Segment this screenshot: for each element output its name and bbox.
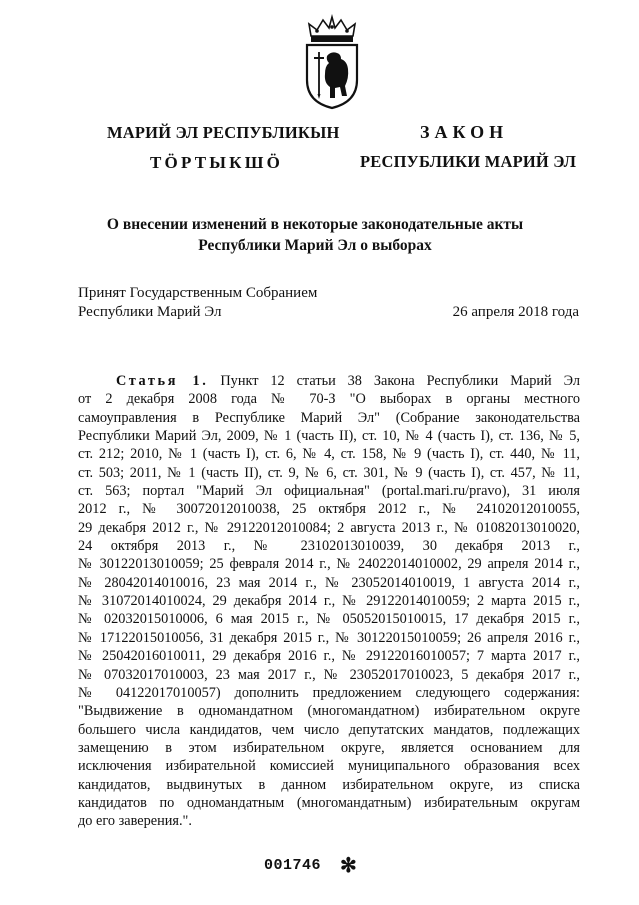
article-line: № 02032015010006, 6 мая 2015 г., № 05052015010015, 17 декабря 2015 г.,: [78, 611, 580, 628]
serial-number: 001746: [264, 857, 322, 874]
article-label: Статья 1.: [116, 373, 209, 389]
article-line: Статья 1. Пункт 12 статьи 38 Закона Республики Марий Эл: [116, 373, 580, 389]
header-left-line2: ТӦРТЫКШӦ: [150, 153, 284, 172]
article-line: 2012 г., № 30072012010038, 25 октября 2012 г., № 24102012010055,: [78, 501, 580, 518]
article-line: ст. 212; 2010, № 1 (часть I), ст. 6, № 4, ст. 158, № 9 (часть I), ст. 440, № 11,: [78, 446, 580, 463]
header-right-line1: ЗАКОН: [420, 122, 509, 142]
article-line: "Выдвижение в одномандатном (многомандатном) избирательном округе: [78, 703, 580, 720]
article-line: № 07032017010003, 23 мая 2017 г., № 23052017010023, 5 декабря 2017 г.,: [78, 666, 580, 683]
article-line: кандидатов, выдвинутых в данном избирательном округе, из списка: [78, 776, 580, 793]
article-line: № 30122013010059; 25 февраля 2014 г., № 24022014010002, 29 апреля 2014 г.,: [78, 556, 580, 573]
asterisk-mark-icon: ✻: [340, 855, 357, 877]
article-line: № 31072014010024, 29 декабря 2014 г., № 29122014010059; 2 марта 2015 г.,: [78, 593, 580, 610]
article-line: № 04122017010057) дополнить предложением следующего содержания:: [78, 684, 580, 701]
article-line: замещению в этом избирательном округе, является основанием для: [78, 739, 580, 756]
article-line: большего числа кандидатов, чем число депутатских мандатов, подлежащих: [78, 721, 580, 738]
article-line: № 17122015010056, 31 декабря 2015 г., № 30122015010059; 26 апреля 2016 г.,: [78, 629, 580, 646]
adoption-note: [78, 284, 317, 322]
article-line: 24 октября 2013 г., № 23102013010039, 30 декабря 2013 г.,: [78, 538, 580, 555]
article-line: ст. 563; портал "Марий Эл официальная" (portal.mari.ru/pravo), 31 июля: [78, 483, 580, 500]
header-right-line2: РЕСПУБЛИКИ МАРИЙ ЭЛ: [360, 152, 577, 171]
article-line: Республики Марий Эл, 2009, № 1 (часть II), ст. 10, № 4 (часть I), ст. 136, № 5,: [78, 428, 580, 445]
article-line: № 25042016010011, 29 декабря 2016 г., № 29122016010057; 7 марта 2017 г.,: [78, 648, 580, 665]
article-line: до его заверения.".: [78, 813, 192, 830]
document-title: [90, 214, 540, 256]
article-line: ст. 503; 2011, № 1 (часть II), ст. 9, № 6, ст. 301, № 9 (часть I), ст. 457, № 11,: [78, 464, 580, 481]
article-line: 29 декабря 2012 г., № 29122012010084; 2 августа 2013 г., № 01082013010020,: [78, 519, 580, 536]
adoption-line2: Республики Марий Эл: [78, 304, 222, 320]
article-line: кандидатов по одномандатным (многомандатным) избирательным округам: [78, 794, 580, 811]
title-line1: О внесении изменений в некоторые законодательные акты: [106, 216, 524, 233]
adoption-line1: Принят Государственным Собранием: [78, 285, 318, 301]
article-1: [78, 372, 580, 831]
header-left-line1: МАРИЙ ЭЛ РЕСПУБЛИКЫН: [107, 123, 340, 142]
article-line: исключения избирательной комиссией муниципального образования всех: [78, 758, 580, 775]
article-line: от 2 декабря 2008 года № 70-З "О выборах в органы местного: [78, 391, 580, 408]
coat-of-arms-icon: [297, 14, 367, 110]
article-line: № 28042014010016, 23 мая 2014 г., № 23052014010019, 1 августа 2014 г.,: [78, 574, 580, 591]
title-line2: Республики Марий Эл о выборах: [198, 237, 432, 254]
article-line: самоуправления в Республике Марий Эл" (Собрание законодательства: [78, 409, 580, 426]
adoption-date: 26 апреля 2018 года: [452, 304, 579, 320]
